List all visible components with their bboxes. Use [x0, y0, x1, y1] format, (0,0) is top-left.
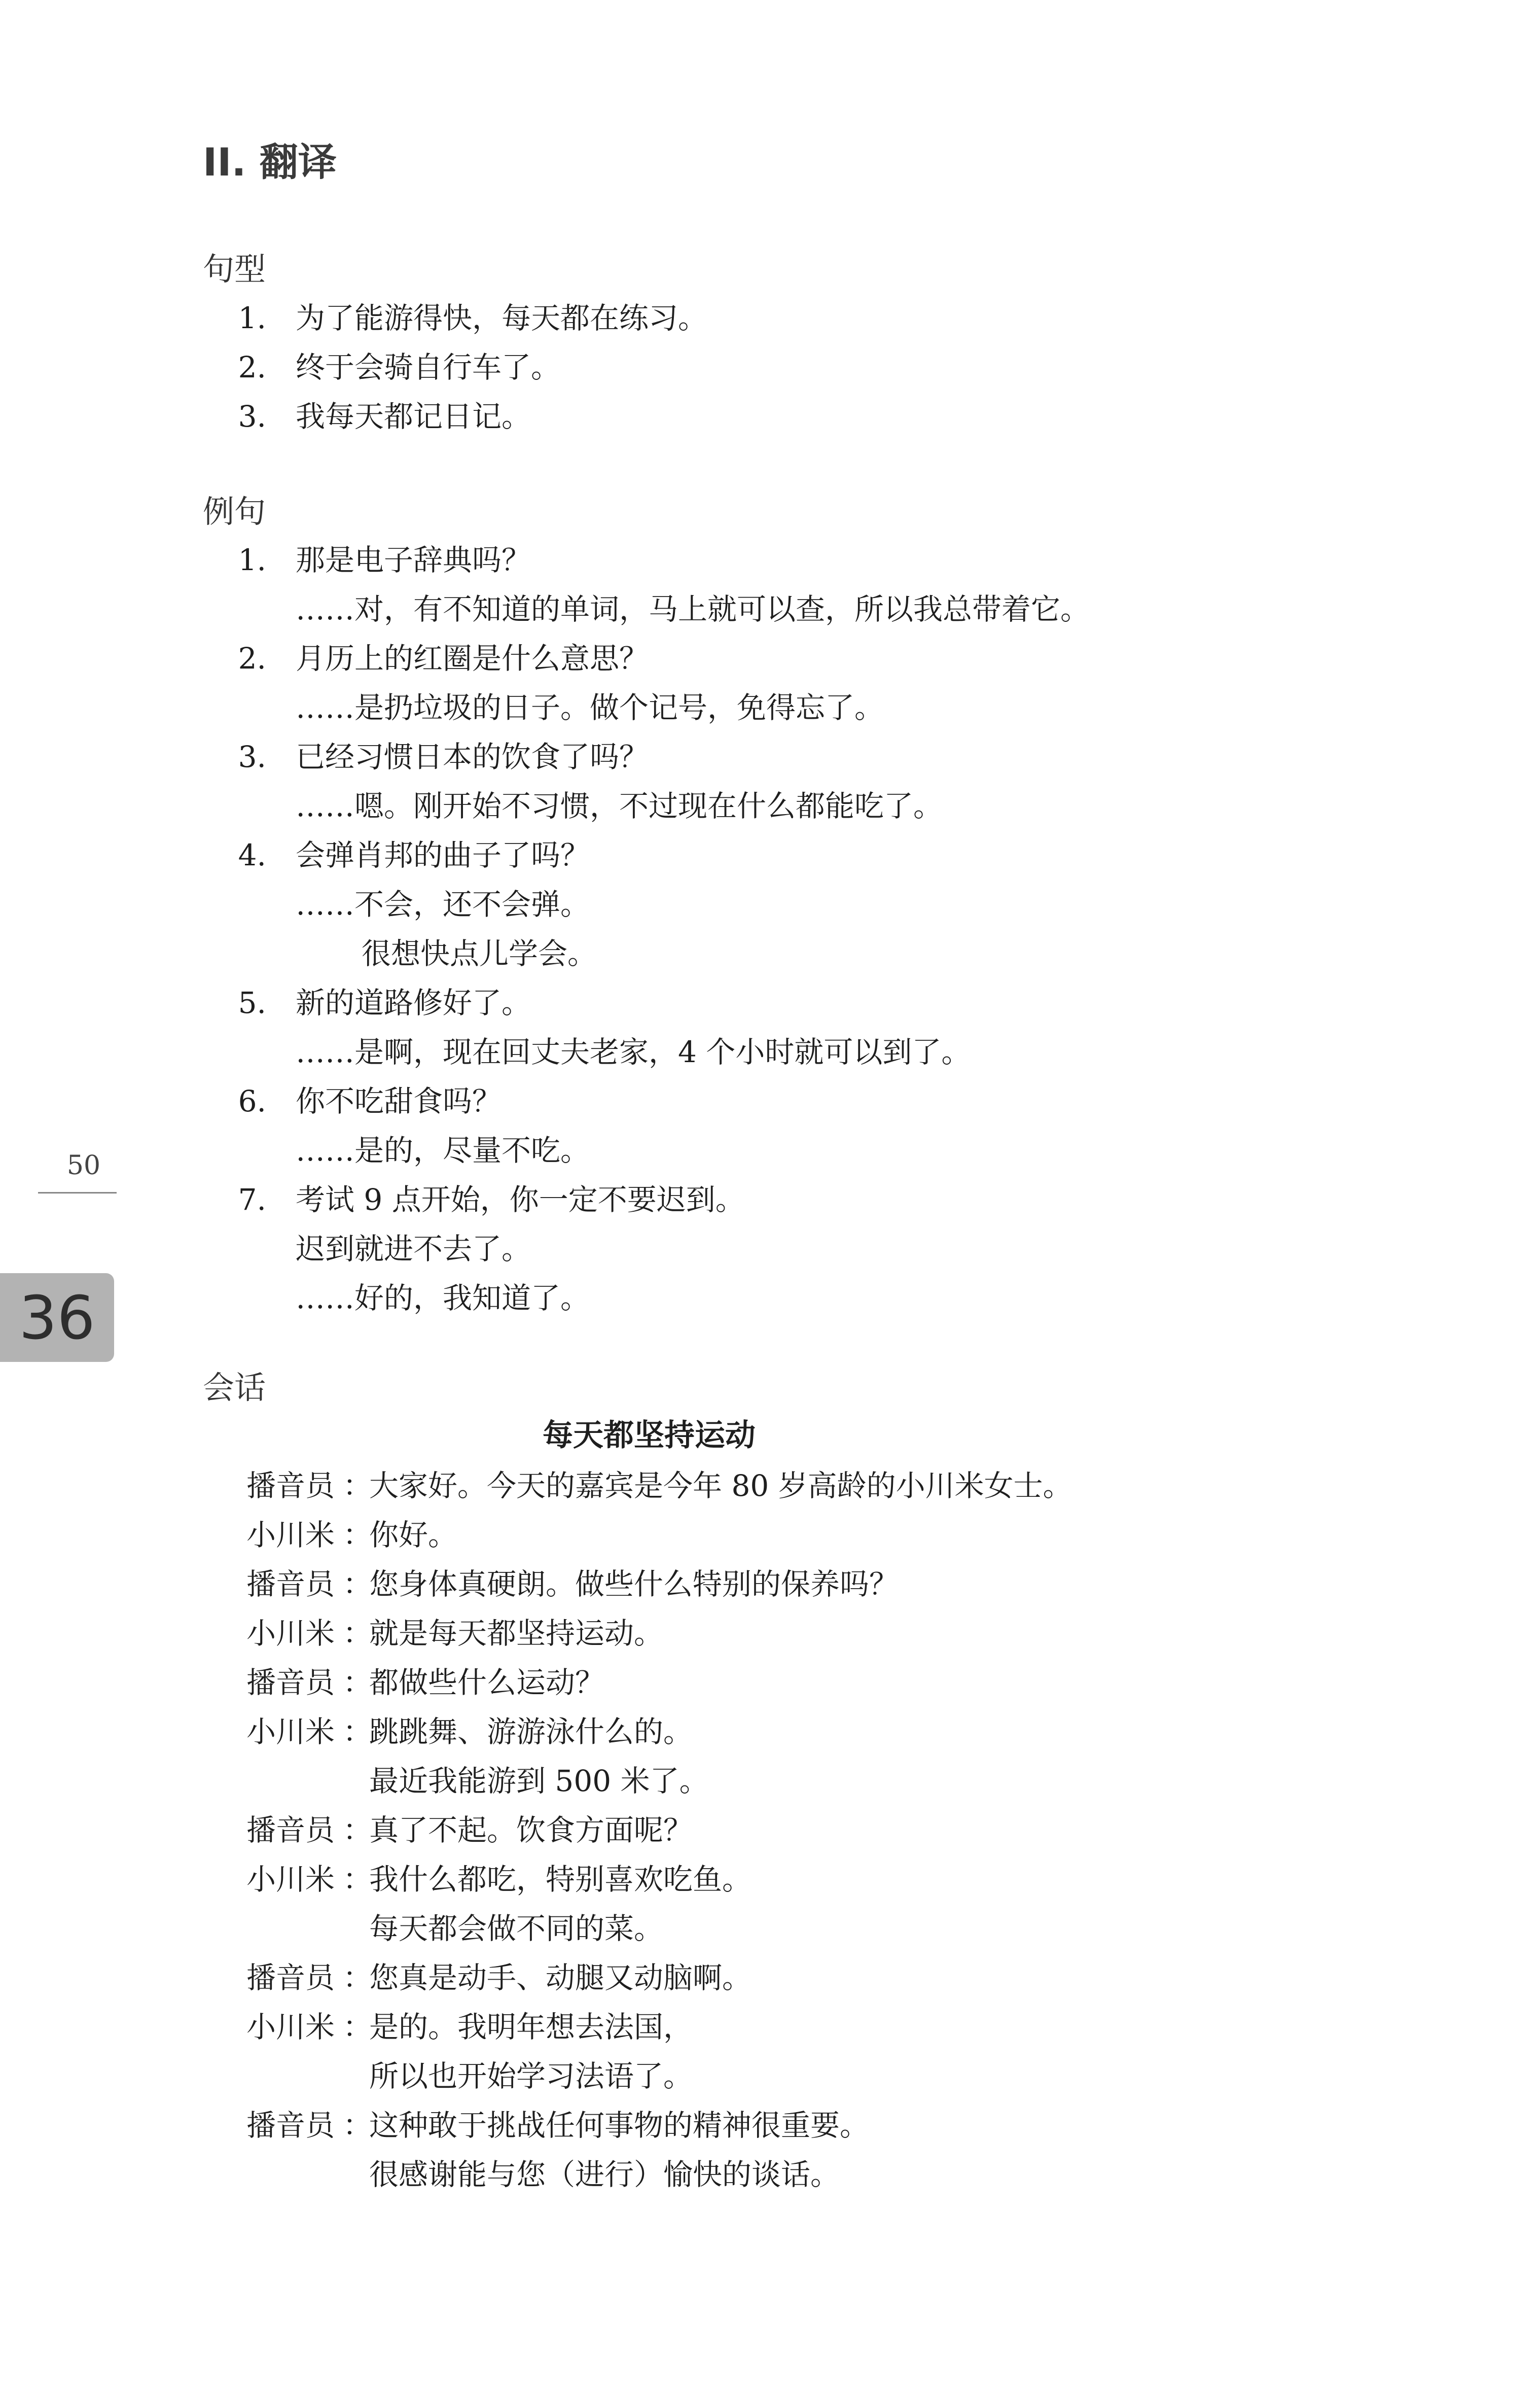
example-line: 已经习惯日本的饮食了吗？ [296, 740, 649, 774]
speaker-colon: ： [343, 2108, 373, 2143]
speaker-colon: ： [343, 1714, 373, 1749]
speaker-colon: ： [343, 1468, 373, 1503]
speaker-colon: ： [343, 1665, 373, 1700]
example-line: 月历上的红圈是什么意思？ [296, 641, 649, 676]
example-line: ……嗯。刚开始不习惯，不过现在什么都能吃了。 [296, 789, 943, 823]
speaker-name: 小川米 [246, 1518, 335, 1552]
dialogue-line: 我什么都吃，特别喜欢吃鱼。 [369, 1862, 752, 1897]
page-number-rule [38, 1192, 117, 1194]
dialogue-line: 跳跳舞、游游泳什么的。 [369, 1714, 693, 1749]
pattern-text: 为了能游得快，每天都在练习。 [296, 301, 708, 335]
speaker-name: 播音员 [246, 1813, 335, 1847]
dialogue-line: 都做些什么运动？ [369, 1665, 605, 1700]
conversation-label: 会话 [203, 1369, 266, 1406]
dialogue-line: 每天都会做不同的菜。 [369, 1911, 664, 1946]
example-number: 4. [238, 838, 266, 872]
example-number: 5. [238, 986, 266, 1020]
speaker-name: 小川米 [246, 1862, 335, 1897]
example-line: ……好的，我知道了。 [296, 1281, 590, 1315]
dialogue-line: 是的。我明年想去法国， [369, 2010, 693, 2044]
chapter-tab [0, 1273, 114, 1362]
example-number: 6. [238, 1084, 266, 1118]
speaker-colon: ： [343, 1960, 373, 1995]
speaker-colon: ： [343, 1567, 373, 1601]
pattern-text: 终于会骑自行车了。 [296, 350, 561, 384]
example-line: ……是啊，现在回丈夫老家，4 个小时就可以到了。 [296, 1035, 971, 1069]
speaker-name: 播音员 [246, 1960, 335, 1995]
dialogue-line: 您真是动手、动腿又动脑啊。 [369, 1960, 752, 1995]
speaker-colon: ： [343, 1616, 373, 1651]
speaker-name: 播音员 [246, 1567, 335, 1601]
speaker-colon: ： [343, 2010, 373, 2044]
page-number: 50 [66, 1150, 101, 1181]
example-number: 7. [238, 1182, 266, 1217]
pattern-number: 3. [238, 399, 266, 434]
speaker-name: 播音员 [246, 1665, 335, 1700]
example-number: 2. [238, 641, 266, 676]
speaker-colon: ： [343, 1813, 373, 1847]
example-number: 1. [238, 543, 266, 577]
example-line: ……是的，尽量不吃。 [296, 1133, 590, 1168]
example-line: 迟到就进不去了。 [296, 1232, 531, 1266]
speaker-colon: ： [343, 1518, 373, 1552]
dialogue-line: 很感谢能与您（进行）愉快的谈话。 [369, 2157, 840, 2192]
examples-label: 例句 [203, 493, 266, 530]
pattern-number: 2. [238, 350, 266, 384]
dialogue-line: 所以也开始学习法语了。 [369, 2059, 693, 2093]
chapter-number: 36 [19, 1282, 95, 1353]
dialogue-line: 最近我能游到 500 米了。 [369, 1764, 709, 1798]
speaker-name: 播音员 [246, 2108, 335, 2143]
dialogue-line: 真了不起。饮食方面呢？ [369, 1813, 693, 1847]
pattern-number: 1. [238, 301, 266, 335]
conversation-title: 每天都坚持运动 [543, 1418, 756, 1453]
pattern-text: 我每天都记日记。 [296, 399, 531, 434]
speaker-colon: ： [343, 1862, 373, 1897]
speaker-name: 小川米 [246, 1616, 335, 1651]
example-line: 那是电子辞典吗？ [296, 543, 531, 577]
section-heading: II. 翻译 [203, 139, 337, 185]
speaker-name: 播音员 [246, 1468, 335, 1503]
example-line: 考试 9 点开始，你一定不要迟到。 [296, 1182, 745, 1217]
example-line: ……是扔垃圾的日子。做个记号，免得忘了。 [296, 690, 884, 725]
example-number: 3. [238, 740, 266, 774]
example-line: 新的道路修好了。 [296, 986, 531, 1020]
speaker-name: 小川米 [246, 2010, 335, 2044]
example-line: 会弹肖邦的曲子了吗？ [296, 838, 590, 872]
dialogue-line: 就是每天都坚持运动。 [369, 1616, 664, 1651]
dialogue-line: 大家好。今天的嘉宾是今年 80 岁高龄的小川米女士。 [369, 1468, 1072, 1503]
example-line: ……对，有不知道的单词，马上就可以查，所以我总带着它。 [296, 592, 1090, 626]
dialogue-line: 你好。 [369, 1518, 458, 1552]
sentence-patterns-label: 句型 [203, 251, 266, 288]
speaker-name: 小川米 [246, 1714, 335, 1749]
dialogue-line: 这种敢于挑战任何事物的精神很重要。 [369, 2108, 870, 2143]
example-line: 你不吃甜食吗？ [296, 1084, 502, 1118]
example-line: 很想快点儿学会。 [362, 936, 597, 971]
example-line: ……不会，还不会弹。 [296, 887, 590, 922]
dialogue-line: 您身体真硬朗。做些什么特别的保养吗？ [369, 1567, 899, 1601]
